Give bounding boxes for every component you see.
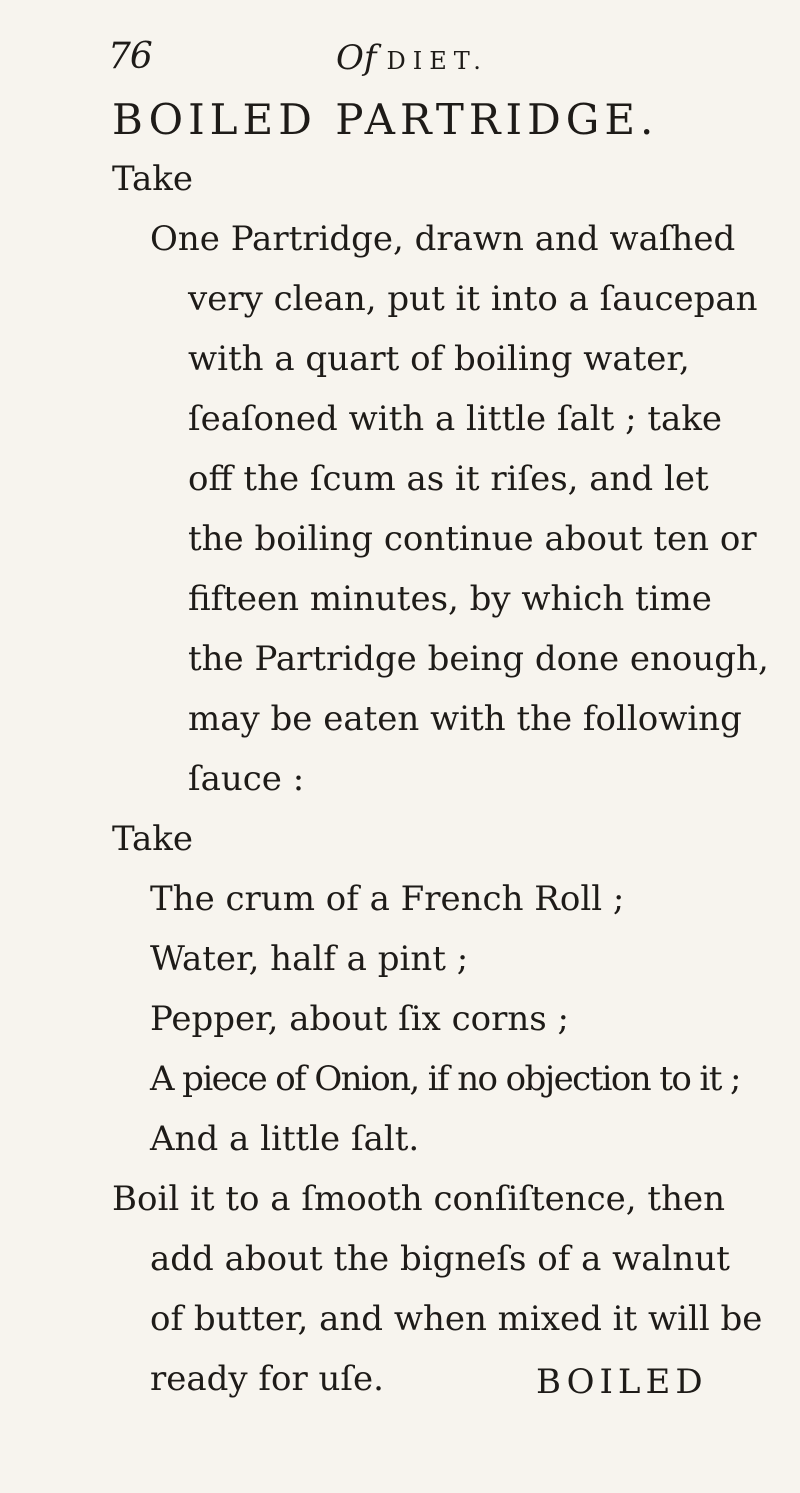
text-line: Water, half a pint ; <box>150 939 469 979</box>
text-line: Pepper, about ſix corns ; <box>150 999 569 1039</box>
running-title-word: DIET. <box>386 47 488 75</box>
text-line: of butter, and when mixed it will be <box>150 1299 763 1339</box>
running-title <box>336 38 488 78</box>
text-line: The crum of a French Roll ; <box>150 879 625 919</box>
text-line: Take <box>112 159 194 199</box>
text-line: off the ſcum as it riſes, and let <box>188 459 709 499</box>
catch-word: BOILED <box>536 1362 708 1402</box>
text-line: And a little ſalt. <box>150 1119 420 1159</box>
text-line: the boiling continue about ten or <box>188 519 757 559</box>
recipe-title: BOILED PARTRIDGE. <box>112 95 659 144</box>
page-header <box>108 36 708 86</box>
text-line: the Partridge being done enough, <box>188 639 769 679</box>
text-line: ready for uſe. <box>150 1359 384 1399</box>
page-number: 76 <box>108 36 152 77</box>
text-line: very clean, put it into a ſaucepan <box>188 279 758 319</box>
text-line: ſauce : <box>188 759 305 799</box>
text-line: Take <box>112 819 194 859</box>
text-line: fifteen minutes, by which time <box>188 579 712 619</box>
text-line: Boil it to a ſmooth conſiſtence, then <box>112 1179 725 1219</box>
text-line: with a quart of boiling water, <box>188 339 690 379</box>
text-line: One Partridge, drawn and waſhed <box>150 219 736 259</box>
text-line: add about the bigneſs of a walnut <box>150 1239 730 1279</box>
text-line: ſeaſoned with a little ſalt ; take <box>188 399 723 439</box>
running-title-prefix: Of <box>336 38 377 78</box>
text-line: may be eaten with the following <box>188 699 742 739</box>
text-line: A piece of Onion, if no objection to it ; <box>150 1059 740 1099</box>
